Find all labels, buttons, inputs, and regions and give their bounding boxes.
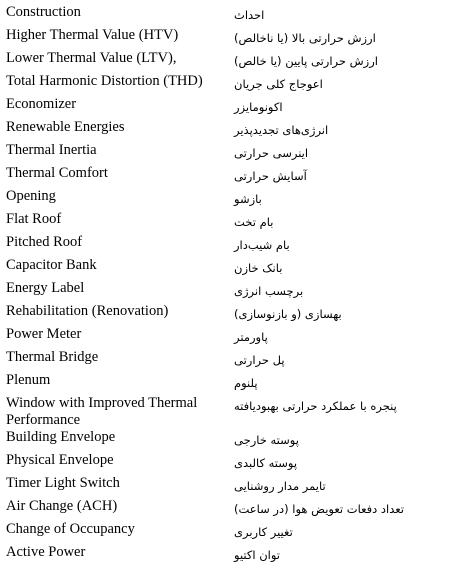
persian-term: احداث — [234, 8, 265, 22]
glossary-row — [0, 73, 474, 96]
english-term: Renewable Energies — [6, 119, 125, 135]
english-term: Thermal Comfort — [6, 165, 108, 181]
english-term: Higher Thermal Value (HTV) — [6, 27, 179, 43]
glossary-row — [0, 280, 474, 303]
glossary-row — [0, 475, 474, 498]
persian-term: بهسازی (و بازنوسازی) — [234, 307, 342, 321]
glossary-table — [0, 4, 474, 567]
persian-term: تغییر کاربری — [234, 525, 293, 539]
english-term: Energy Label — [6, 280, 85, 296]
persian-term: برچسب انرژی — [234, 284, 304, 298]
persian-term: ارزش حرارتی بالا (یا ناخالص) — [234, 31, 376, 45]
persian-term: انرژی‌های تجدیدپذیر — [234, 123, 329, 137]
english-term: Air Change (ACH) — [6, 498, 118, 514]
glossary-row — [0, 257, 474, 280]
english-term: Timer Light Switch — [6, 475, 120, 491]
persian-term: بازشو — [234, 192, 262, 206]
persian-term: تایمر مدار روشنایی — [234, 479, 326, 493]
glossary-row — [0, 96, 474, 119]
glossary-row — [0, 544, 474, 567]
persian-term: بانک خازن — [234, 261, 283, 275]
english-term: Economizer — [6, 96, 77, 112]
persian-term: بام شیب‌دار — [234, 238, 290, 252]
persian-term: اکونومایزر — [234, 100, 283, 114]
persian-term: پنجره با عملکرد حرارتی بهبودیافته — [234, 399, 397, 413]
persian-term: پوسته خارجی — [234, 433, 299, 447]
persian-term: پوسته کالبدی — [234, 456, 298, 470]
persian-term: پلنوم — [234, 376, 258, 390]
glossary-row — [0, 27, 474, 50]
english-term: Capacitor Bank — [6, 257, 97, 273]
english-term: Plenum — [6, 372, 51, 388]
glossary-row — [0, 4, 474, 27]
english-term: Thermal Inertia — [6, 142, 97, 158]
english-term: Lower Thermal Value (LTV), — [6, 50, 177, 66]
persian-term: اینرسی حرارتی — [234, 146, 309, 160]
english-term: Flat Roof — [6, 211, 62, 227]
persian-term: اعوجاج کلی جریان — [234, 77, 323, 91]
english-term: Physical Envelope — [6, 452, 114, 468]
persian-term: تعداد دفعات تعویض هوا (در ساعت) — [234, 502, 404, 516]
glossary-row — [0, 372, 474, 395]
glossary-row — [0, 119, 474, 142]
glossary-row — [0, 142, 474, 165]
english-term: Thermal Bridge — [6, 349, 99, 365]
english-term: Active Power — [6, 544, 86, 560]
persian-term: آسایش حرارتی — [234, 169, 307, 183]
english-term: Total Harmonic Distortion (THD) — [6, 73, 203, 89]
persian-term: ارزش حرارتی پایین (یا خالص) — [234, 54, 378, 68]
english-term: Opening — [6, 188, 56, 204]
english-term: Building Envelope — [6, 429, 116, 445]
persian-term: پل حرارتی — [234, 353, 285, 367]
glossary-row — [0, 188, 474, 211]
glossary-row — [0, 303, 474, 326]
english-term: Construction — [6, 4, 81, 20]
glossary-row — [0, 429, 474, 452]
glossary-row — [0, 395, 474, 429]
english-term: Pitched Roof — [6, 234, 83, 250]
english-term: Power Meter — [6, 326, 82, 342]
glossary-row — [0, 50, 474, 73]
persian-term: پاورمتر — [234, 330, 268, 344]
english-term: Rehabilitation (Renovation) — [6, 303, 169, 319]
glossary-row — [0, 452, 474, 475]
glossary-row — [0, 234, 474, 257]
glossary-row — [0, 211, 474, 234]
english-term: Window with Improved Thermal Performance — [6, 395, 198, 428]
glossary-row — [0, 165, 474, 188]
glossary-row — [0, 498, 474, 521]
persian-term: بام تخت — [234, 215, 274, 229]
persian-term: توان اکتیو — [234, 548, 280, 562]
glossary-row — [0, 521, 474, 544]
glossary-row — [0, 326, 474, 349]
glossary-row — [0, 349, 474, 372]
english-term: Change of Occupancy — [6, 521, 135, 537]
